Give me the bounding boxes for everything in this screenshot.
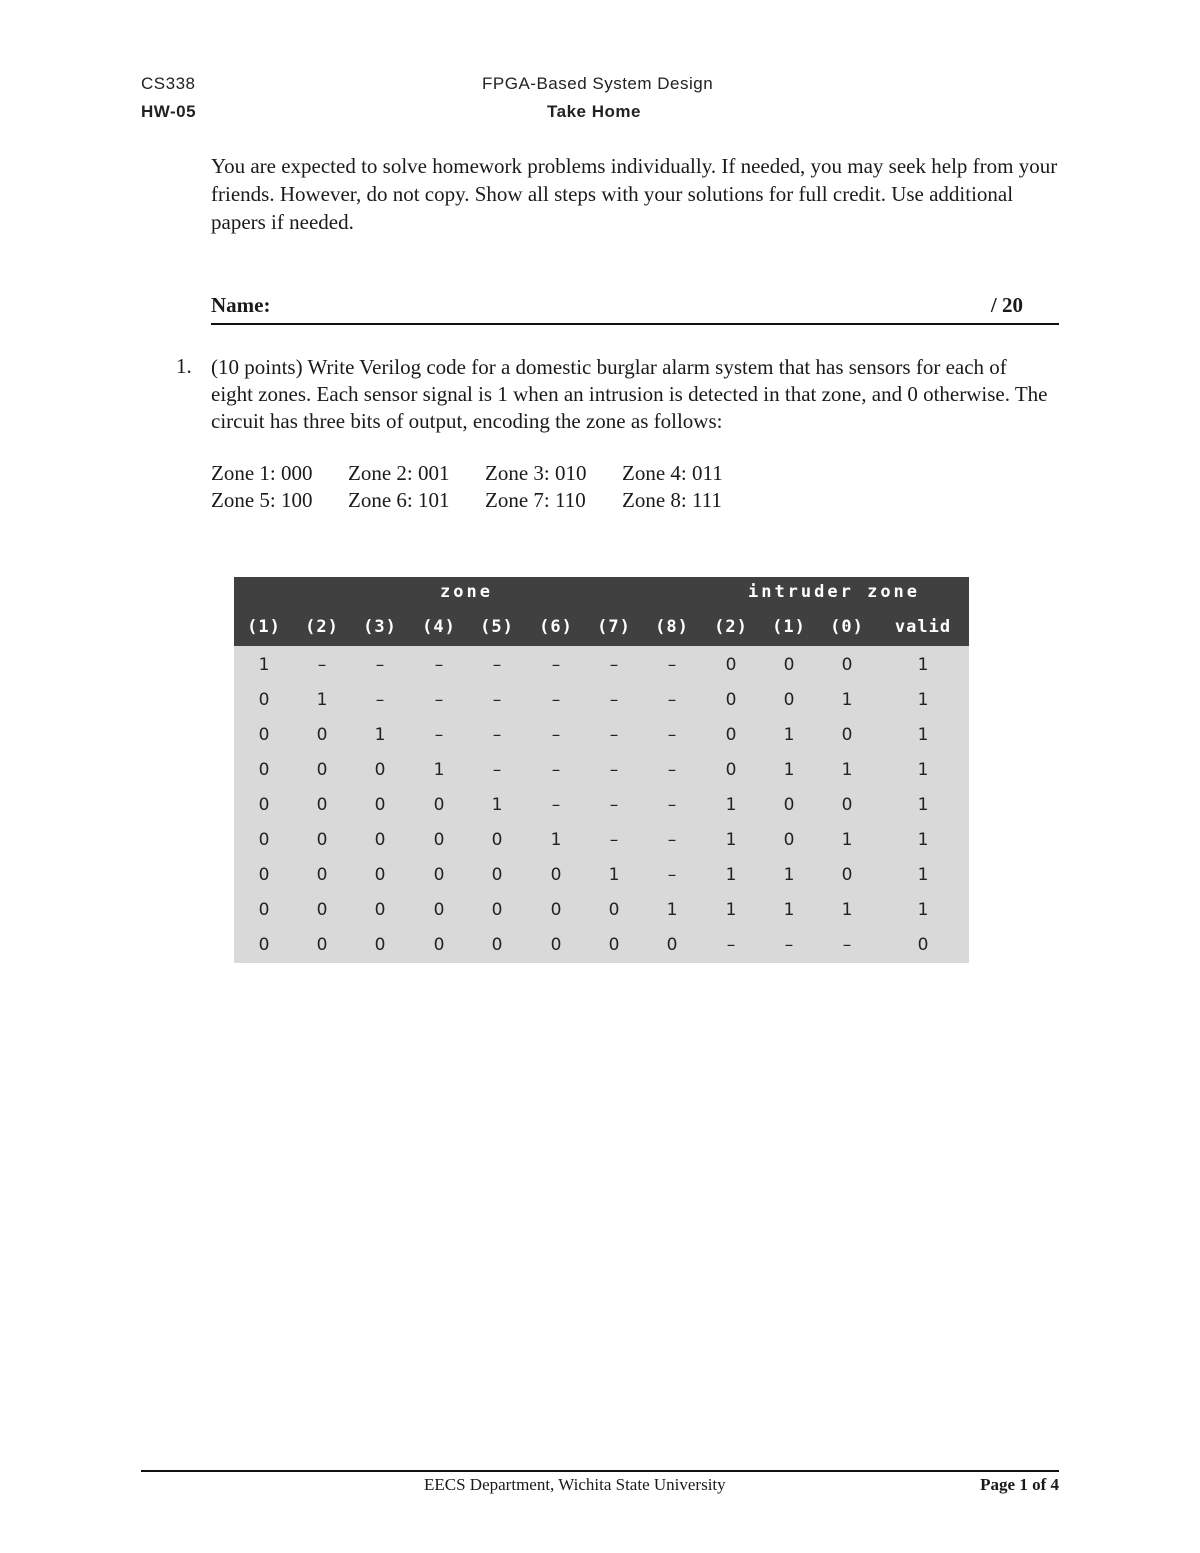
table-cell: 0 [316, 760, 328, 780]
table-cell: – [551, 760, 561, 780]
table-cell: 0 [491, 830, 503, 850]
zone-encoding: Zone 5: 100 [211, 488, 313, 512]
table-cell: – [609, 795, 619, 815]
table-cell: 0 [725, 690, 737, 710]
table-cell: 0 [258, 900, 270, 920]
table-cell: 0 [258, 830, 270, 850]
table-cell: 1 [491, 795, 503, 815]
table-cell: 1 [783, 900, 795, 920]
document-subtitle: Take Home [547, 102, 641, 121]
table-cell: 1 [666, 900, 678, 920]
table-cell: – [667, 655, 677, 675]
question-number: 1. [176, 354, 192, 378]
table-header [234, 577, 969, 646]
table-cell: 1 [783, 725, 795, 745]
zone-encoding: Zone 7: 110 [485, 488, 586, 512]
table-cell: – [434, 690, 444, 710]
table-cell: 0 [433, 830, 445, 850]
table-cell: 0 [316, 865, 328, 885]
table-cell: 0 [433, 935, 445, 955]
table-cell: 1 [917, 655, 929, 675]
table-cell: 0 [316, 830, 328, 850]
table-cell: 1 [783, 760, 795, 780]
table-cell: 1 [725, 865, 737, 885]
group-header-intruder-zone: intruder zone [747, 582, 921, 602]
document-title: FPGA-Based System Design [482, 74, 714, 93]
table-cell: 0 [374, 760, 386, 780]
table-cell: 1 [550, 830, 562, 850]
table-cell: 1 [258, 655, 270, 675]
table-cell: 1 [917, 690, 929, 710]
table-cell: 1 [841, 690, 853, 710]
table-cell: 1 [841, 900, 853, 920]
table-cell: 1 [841, 830, 853, 850]
table-cell: 0 [258, 760, 270, 780]
points-total: / 20 [990, 293, 1023, 317]
table-cell: 0 [917, 935, 929, 955]
column-header: (0) [830, 617, 864, 637]
table-cell: 1 [433, 760, 445, 780]
table-cell: 0 [783, 655, 795, 675]
zone-encoding: Zone 6: 101 [348, 488, 450, 512]
table-cell: 0 [316, 935, 328, 955]
table-cell: 1 [917, 865, 929, 885]
zone-encoding-row [211, 487, 759, 514]
table-cell: – [551, 690, 561, 710]
footer-rule [141, 1470, 1059, 1472]
name-label: Name: [211, 293, 271, 317]
name-line [211, 293, 1059, 325]
instructions-paragraph: You are expected to solve homework problems individually. If needed, you may seek help from your friends. However, do not copy. Show all steps with your solutions for full credit. Use additional papers if needed. [211, 154, 1058, 234]
table-cell: – [375, 690, 385, 710]
truth-table [234, 577, 969, 963]
table-cell: 0 [433, 865, 445, 885]
table-cell: 0 [725, 725, 737, 745]
table-cell: 0 [550, 935, 562, 955]
table-cell: 0 [433, 900, 445, 920]
table-cell: 1 [725, 900, 737, 920]
zone-encoding: Zone 2: 001 [348, 461, 450, 485]
table-cell: – [726, 935, 736, 955]
table-cell: – [609, 725, 619, 745]
homework-id: HW-05 [141, 102, 197, 121]
table-cell: 0 [841, 795, 853, 815]
table-cell: 0 [841, 655, 853, 675]
table-cell: – [551, 795, 561, 815]
table-cell: 1 [783, 865, 795, 885]
zone-encoding-list [211, 460, 759, 514]
table-cell: 0 [374, 865, 386, 885]
column-header: (1) [772, 617, 806, 637]
table-cell: 0 [316, 725, 328, 745]
table-cell: – [784, 935, 794, 955]
table-cell: 0 [783, 690, 795, 710]
table-cell: – [667, 725, 677, 745]
table-cell: 0 [374, 900, 386, 920]
table-cell: – [842, 935, 852, 955]
table-cell: 1 [917, 795, 929, 815]
table-cell: 0 [316, 795, 328, 815]
table-cell: 1 [725, 795, 737, 815]
column-header: (2) [305, 617, 339, 637]
table-cell: – [492, 760, 502, 780]
table-cell: – [434, 725, 444, 745]
zone-encoding: Zone 8: 111 [622, 488, 722, 512]
table-cell: – [667, 690, 677, 710]
table-cell: 0 [666, 935, 678, 955]
table-cell: 1 [917, 725, 929, 745]
table-cell: 1 [917, 900, 929, 920]
table-cell: 0 [258, 865, 270, 885]
table-cell: 0 [258, 690, 270, 710]
course-code: CS338 [141, 74, 196, 93]
table-cell: – [492, 725, 502, 745]
footer-department: EECS Department, Wichita State University [424, 1475, 726, 1494]
page-number: Page 1 of 4 [980, 1475, 1059, 1494]
table-cell: 0 [258, 725, 270, 745]
table-cell: – [434, 655, 444, 675]
table-cell: 0 [608, 935, 620, 955]
group-header-zone: zone [440, 582, 493, 602]
table-cell: 0 [841, 725, 853, 745]
table-cell: 0 [491, 935, 503, 955]
table-cell: 0 [550, 865, 562, 885]
question-text: (10 points) Write Verilog code for a domestic burglar alarm system that has sensors for each of eight zones. Each sensor signal is 1 when an intrusion is detected in that zone, and 0 otherwise. The circuit has three bits of output, encoding the zone as follows: [211, 355, 1048, 433]
table-cell: – [551, 655, 561, 675]
table-cell: 1 [608, 865, 620, 885]
table-cell: – [609, 690, 619, 710]
table-cell: 0 [433, 795, 445, 815]
table-cell: 0 [550, 900, 562, 920]
table-cell: – [317, 655, 327, 675]
column-header: valid [894, 617, 952, 637]
column-header: (7) [597, 617, 631, 637]
column-header: (6) [539, 617, 573, 637]
table-cell: – [667, 795, 677, 815]
table-cell: 0 [783, 830, 795, 850]
table-cell: 0 [783, 795, 795, 815]
table-cell: – [609, 830, 619, 850]
table-cell: – [492, 655, 502, 675]
table-cell: – [492, 690, 502, 710]
table-cell: 0 [316, 900, 328, 920]
column-header: (8) [655, 617, 689, 637]
table-cell: 0 [374, 795, 386, 815]
table-cell: – [609, 655, 619, 675]
table-cell: 0 [374, 830, 386, 850]
table-cell: 0 [258, 795, 270, 815]
table-cell: – [375, 655, 385, 675]
table-cell: 1 [374, 725, 386, 745]
table-cell: 0 [374, 935, 386, 955]
table-cell: 1 [917, 760, 929, 780]
table-cell: – [667, 865, 677, 885]
zone-encoding-row [211, 460, 759, 487]
table-cell: – [667, 760, 677, 780]
table-cell: 1 [725, 830, 737, 850]
zone-encoding: Zone 3: 010 [485, 461, 587, 485]
table-cell: 1 [841, 760, 853, 780]
column-header: (4) [422, 617, 456, 637]
table-cell: 0 [258, 935, 270, 955]
table-cell: 0 [608, 900, 620, 920]
table-cell: 1 [917, 830, 929, 850]
table-cell: 1 [316, 690, 328, 710]
table-cell: 0 [491, 865, 503, 885]
zone-encoding: Zone 1: 000 [211, 461, 313, 485]
zone-encoding: Zone 4: 011 [622, 461, 723, 485]
table-cell: – [609, 760, 619, 780]
table-cell: 0 [841, 865, 853, 885]
table-cell: – [551, 725, 561, 745]
table-cell: 0 [491, 900, 503, 920]
table-cell: – [667, 830, 677, 850]
column-header: (3) [363, 617, 397, 637]
table-cell: 0 [725, 760, 737, 780]
column-header: (5) [480, 617, 514, 637]
column-header: (1) [247, 617, 281, 637]
table-cell: 0 [725, 655, 737, 675]
column-header: (2) [714, 617, 748, 637]
